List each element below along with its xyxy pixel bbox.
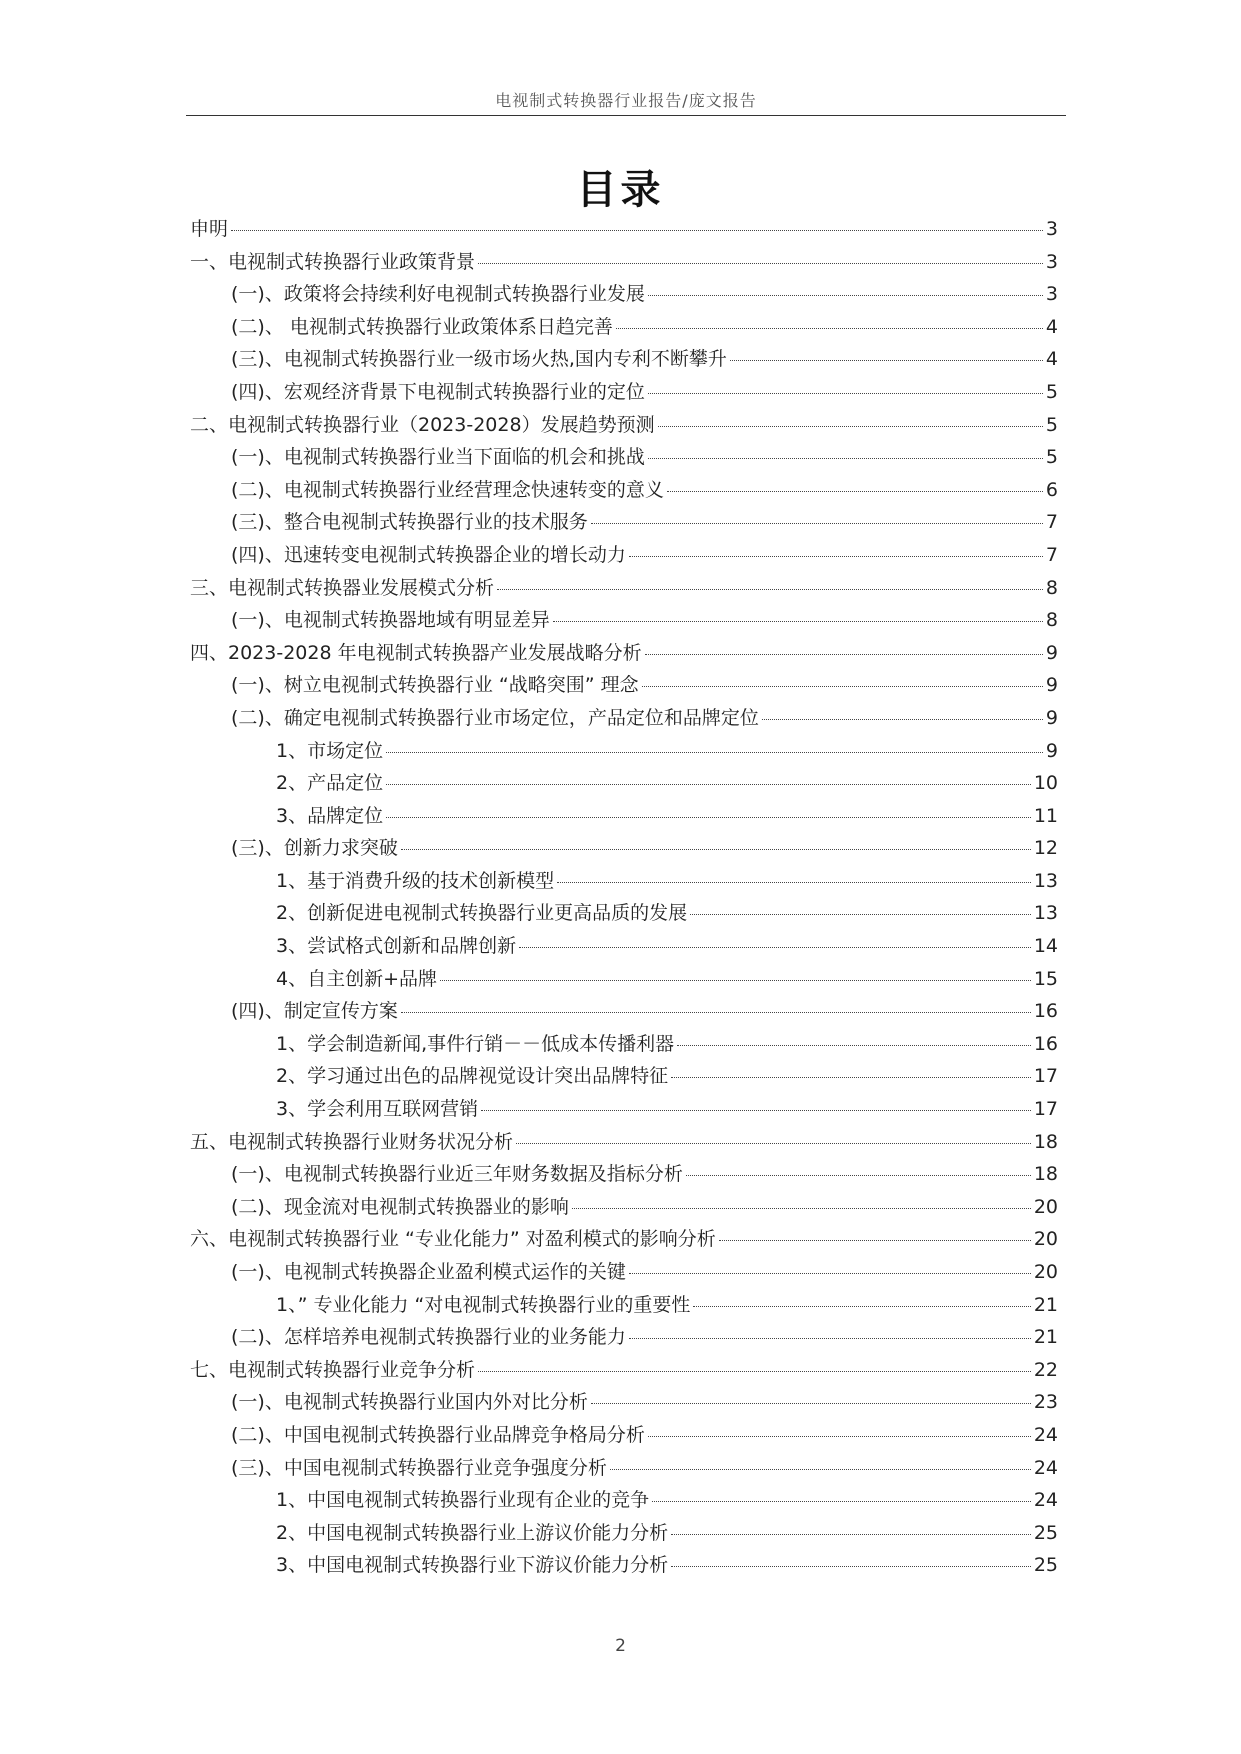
toc-dot-leader: [231, 230, 1043, 231]
toc-entry-label: 一、电视制式转换器行业政策背景: [190, 250, 476, 273]
toc-entry[interactable]: [190, 996, 1058, 1029]
toc-dot-leader: [719, 1240, 1031, 1241]
toc-entry-label: 1、基于消费升级的技术创新模型: [276, 869, 555, 892]
running-header: 电视制式转换器行业报告/庞文报告: [495, 91, 757, 110]
toc-entry-label: 2、学习通过出色的品牌视觉设计突出品牌特征: [276, 1065, 669, 1088]
toc-entry[interactable]: [190, 931, 1058, 964]
toc-entry-label: (一)、树立电视制式转换器行业 “战略突围” 理念: [231, 674, 639, 697]
toc-dot-leader: [572, 1208, 1031, 1209]
toc-entry-page: 3: [1045, 250, 1058, 273]
toc-dot-leader: [519, 947, 1031, 948]
toc-entry-page: 13: [1033, 902, 1058, 925]
toc-entry-page: 3: [1045, 283, 1058, 306]
toc-entry-page: 16: [1033, 1032, 1058, 1055]
toc-entry-label: (二)、怎样培养电视制式转换器行业的业务能力: [231, 1326, 626, 1349]
toc-entry[interactable]: [190, 214, 1058, 247]
toc-dot-leader: [677, 1045, 1031, 1046]
toc-entry-page: 15: [1033, 967, 1058, 990]
toc-entry-page: 14: [1033, 935, 1058, 958]
toc-dot-leader: [553, 621, 1043, 622]
toc-entry-page: 7: [1045, 543, 1058, 566]
toc-entry[interactable]: [190, 377, 1058, 410]
toc-dot-leader: [671, 1534, 1031, 1535]
toc-entry-label: 三、电视制式转换器业发展模式分析: [190, 576, 495, 599]
toc-entry-label: (二)、确定电视制式转换器行业市场定位，产品定位和品牌定位: [231, 706, 759, 729]
toc-entry[interactable]: [190, 540, 1058, 573]
toc-dot-leader: [478, 263, 1043, 264]
toc-dot-leader: [401, 1012, 1031, 1013]
toc-entry-page: 24: [1033, 1423, 1058, 1446]
toc-entry-page: 21: [1033, 1293, 1058, 1316]
toc-entry[interactable]: [190, 1518, 1058, 1551]
toc-entry[interactable]: [190, 605, 1058, 638]
toc-entry[interactable]: [190, 312, 1058, 345]
toc-entry[interactable]: [190, 1355, 1058, 1388]
toc-entry[interactable]: [190, 1192, 1058, 1225]
page-number: 2: [615, 1636, 626, 1656]
toc-entry-label: 1、” 专业化能力 “对电视制式转换器行业的重要性: [276, 1293, 691, 1316]
toc-entry-label: 2、创新促进电视制式转换器行业更高品质的发展: [276, 902, 688, 925]
toc-entry-page: 4: [1045, 315, 1058, 338]
toc-entry[interactable]: [190, 1290, 1058, 1323]
toc-dot-leader: [658, 426, 1043, 427]
toc-entry[interactable]: [190, 410, 1058, 443]
toc-dot-leader: [629, 556, 1043, 557]
toc-entry-label: 申明: [190, 218, 229, 240]
toc-entry-label: 二、电视制式转换器行业（2023-2028）发展趋势预测: [190, 413, 655, 436]
toc-entry[interactable]: [190, 1550, 1058, 1583]
toc-dot-leader: [652, 1501, 1031, 1502]
toc-entry[interactable]: [190, 1420, 1058, 1453]
toc-dot-leader: [386, 784, 1031, 785]
toc-entry-page: 24: [1033, 1456, 1058, 1479]
toc-dot-leader: [386, 817, 1031, 818]
toc-entry-page: 22: [1033, 1358, 1058, 1381]
toc-entry-label: (二)、电视制式转换器行业经营理念快速转变的意义: [231, 478, 664, 501]
toc-dot-leader: [557, 882, 1031, 883]
toc-dot-leader: [648, 458, 1043, 459]
toc-entry-label: 1、学会制造新闻,事件行销－－低成本传播利器: [276, 1032, 675, 1055]
toc-entry-label: (三)、整合电视制式转换器行业的技术服务: [231, 511, 588, 534]
toc-entry-label: (四)、宏观经济背景下电视制式转换器行业的定位: [231, 380, 645, 403]
toc-entry[interactable]: [190, 1485, 1058, 1518]
toc-entry-page: 17: [1033, 1098, 1058, 1121]
toc-entry-page: 9: [1045, 674, 1058, 697]
toc-dot-leader: [642, 686, 1043, 687]
toc-dot-leader: [693, 1306, 1030, 1307]
toc-entry-page: 11: [1033, 804, 1058, 827]
toc-entry[interactable]: [190, 1061, 1058, 1094]
toc-entry-label: 七、电视制式转换器行业竞争分析: [190, 1358, 476, 1381]
toc-entry-label: (四)、制定宣传方案: [231, 1000, 398, 1023]
toc-dot-leader: [629, 1338, 1031, 1339]
toc-entry[interactable]: [190, 279, 1058, 312]
toc-entry-label: (二)、中国电视制式转换器行业品牌竞争格局分析: [231, 1423, 645, 1446]
toc-entry-page: 5: [1045, 380, 1058, 403]
toc-entry-label: (三)、电视制式转换器行业一级市场火热,国内专利不断攀升: [231, 348, 727, 371]
toc-dot-leader: [690, 914, 1031, 915]
toc-entry-page: 18: [1033, 1163, 1058, 1186]
toc-entry-label: (一)、政策将会持续利好电视制式转换器行业发展: [231, 283, 645, 306]
toc-entry-label: 2、产品定位: [276, 772, 384, 795]
toc-entry[interactable]: [190, 507, 1058, 540]
toc-dot-leader: [629, 1273, 1031, 1274]
toc-dot-leader: [762, 719, 1043, 720]
toc-entry[interactable]: [190, 833, 1058, 866]
toc-entry-label: (一)、电视制式转换器行业国内外对比分析: [231, 1391, 588, 1414]
toc-entry-label: 4、自主创新+品牌: [276, 967, 438, 990]
toc-entry[interactable]: [190, 768, 1058, 801]
toc-entry-page: 16: [1033, 1000, 1058, 1023]
toc-entry-label: 3、学会利用互联网营销: [276, 1098, 479, 1121]
toc-entry-label: 2、中国电视制式转换器行业上游议价能力分析: [276, 1521, 669, 1544]
toc-entry-page: 20: [1033, 1195, 1058, 1218]
toc-entry-page: 8: [1045, 609, 1058, 632]
toc-dot-leader: [616, 328, 1043, 329]
toc-entry[interactable]: [190, 703, 1058, 736]
toc-entry-label: 3、品牌定位: [276, 804, 384, 827]
toc-dot-leader: [610, 1469, 1031, 1470]
toc-entry-page: 18: [1033, 1130, 1058, 1153]
toc-entry-page: 6: [1045, 478, 1058, 501]
toc-entry[interactable]: [190, 670, 1058, 703]
toc-entry-page: 13: [1033, 869, 1058, 892]
toc-dot-leader: [478, 1371, 1031, 1372]
toc-entry[interactable]: [190, 866, 1058, 899]
toc-entry-page: 21: [1033, 1326, 1058, 1349]
toc-entry-label: (二)、现金流对电视制式转换器业的影响: [231, 1195, 569, 1218]
toc-entry-page: 20: [1033, 1228, 1058, 1251]
toc-entry-label: (一)、电视制式转换器地域有明显差异: [231, 609, 550, 632]
header-divider: [186, 115, 1066, 116]
toc-entry[interactable]: [190, 898, 1058, 931]
toc-entry-page: 12: [1033, 837, 1058, 860]
toc-entry-label: (一)、电视制式转换器企业盈利模式运作的关键: [231, 1261, 626, 1283]
toc-entry[interactable]: [190, 1387, 1058, 1420]
toc-dot-leader: [648, 1436, 1031, 1437]
toc-entry-page: 4: [1045, 348, 1058, 371]
toc-entry-page: 17: [1033, 1065, 1058, 1088]
toc-entry-label: (二)、 电视制式转换器行业政策体系日趋完善: [231, 315, 613, 338]
toc-entry-page: 8: [1045, 576, 1058, 599]
toc-dot-leader: [440, 980, 1031, 981]
toc-entry-page: 7: [1045, 511, 1058, 534]
toc-dot-leader: [686, 1175, 1031, 1176]
toc-entry[interactable]: [190, 1029, 1058, 1062]
toc-entry-page: 25: [1033, 1521, 1058, 1544]
toc-entry-page: 5: [1045, 446, 1058, 469]
toc-entry-label: 3、中国电视制式转换器行业下游议价能力分析: [276, 1554, 669, 1577]
toc-entry-label: 3、尝试格式创新和品牌创新: [276, 935, 517, 958]
toc-entry[interactable]: [190, 1257, 1058, 1290]
toc-entry-label: (三)、创新力求突破: [231, 837, 398, 860]
toc-dot-leader: [730, 360, 1043, 361]
toc-entry-page: 23: [1033, 1391, 1058, 1414]
toc-entry[interactable]: [190, 475, 1058, 508]
table-of-contents: [190, 214, 1058, 1583]
toc-entry[interactable]: [190, 442, 1058, 475]
toc-entry-label: (四)、迅速转变电视制式转换器企业的增长动力: [231, 543, 626, 566]
toc-entry-page: 9: [1045, 706, 1058, 729]
toc-entry[interactable]: [190, 1127, 1058, 1160]
toc-entry[interactable]: [190, 1453, 1058, 1486]
toc-dot-leader: [648, 393, 1043, 394]
toc-entry-label: 五、电视制式转换器行业财务状况分析: [190, 1130, 514, 1153]
toc-entry-page: 24: [1033, 1489, 1058, 1512]
toc-entry-label: 四、2023-2028 年电视制式转换器产业发展战略分析: [190, 641, 642, 664]
toc-dot-leader: [481, 1110, 1031, 1111]
toc-entry-page: 20: [1033, 1261, 1058, 1283]
toc-entry-label: (一)、电视制式转换器行业近三年财务数据及指标分析: [231, 1163, 683, 1186]
toc-entry[interactable]: [190, 1322, 1058, 1355]
toc-entry[interactable]: [190, 801, 1058, 834]
toc-dot-leader: [516, 1143, 1031, 1144]
toc-entry[interactable]: [190, 638, 1058, 671]
toc-entry[interactable]: [190, 573, 1058, 606]
toc-entry[interactable]: [190, 247, 1058, 280]
toc-dot-leader: [671, 1566, 1031, 1567]
toc-entry[interactable]: [190, 1094, 1058, 1127]
toc-dot-leader: [671, 1077, 1031, 1078]
toc-entry[interactable]: [190, 736, 1058, 769]
toc-entry-label: (三)、中国电视制式转换器行业竞争强度分析: [231, 1456, 607, 1479]
toc-entry-page: 5: [1045, 413, 1058, 436]
toc-dot-leader: [667, 491, 1043, 492]
toc-entry-page: 3: [1045, 218, 1058, 240]
page-title: 目录: [576, 167, 665, 213]
toc-entry-page: 9: [1045, 641, 1058, 664]
toc-entry[interactable]: [190, 964, 1058, 997]
toc-entry[interactable]: [190, 1159, 1058, 1192]
toc-entry-label: 1、中国电视制式转换器行业现有企业的竞争: [276, 1489, 650, 1512]
toc-dot-leader: [648, 295, 1043, 296]
toc-dot-leader: [401, 849, 1031, 850]
toc-entry-label: 1、市场定位: [276, 739, 384, 762]
toc-dot-leader: [497, 589, 1043, 590]
toc-entry[interactable]: [190, 1224, 1058, 1257]
toc-entry-page: 9: [1045, 739, 1058, 762]
toc-entry-page: 25: [1033, 1554, 1058, 1577]
toc-entry-label: 六、电视制式转换器行业 “专业化能力” 对盈利模式的影响分析: [190, 1228, 716, 1251]
toc-dot-leader: [591, 1403, 1031, 1404]
toc-dot-leader: [645, 654, 1043, 655]
toc-entry-label: (一)、电视制式转换器行业当下面临的机会和挑战: [231, 446, 645, 469]
toc-dot-leader: [386, 752, 1043, 753]
toc-dot-leader: [591, 523, 1043, 524]
toc-entry[interactable]: [190, 344, 1058, 377]
toc-entry-page: 10: [1033, 772, 1058, 795]
